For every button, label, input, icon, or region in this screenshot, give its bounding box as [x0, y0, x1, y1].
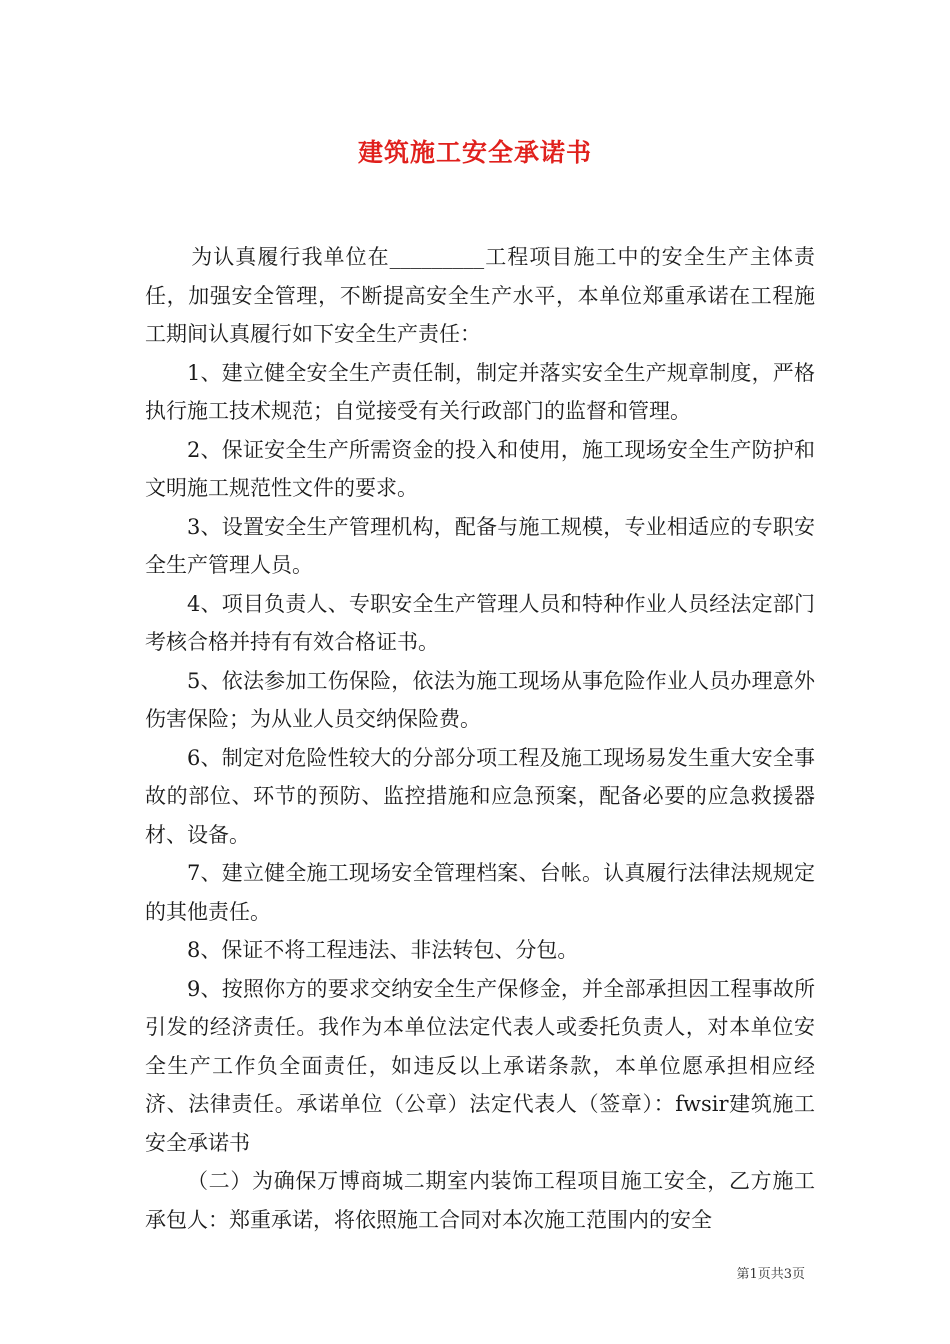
document-body — [145, 238, 815, 1239]
paragraph-item-4: 4、项目负责人、专职安全生产管理人员和特种作业人员经法定部门考核合格并持有有效合格证书。 — [145, 591, 815, 654]
paragraph-section-2: （二）为确保万博商城二期室内装饰工程项目施工安全，乙方施工承包人：郑重承诺，将依照施工合同对本次施工范围内的安全 — [145, 1169, 815, 1232]
paragraph-item-9: 9、按照你方的要求交纳安全生产保修金，并全部承担因工程事故所引发的经济责任。我作为本单位法定代表人或委托负责人，对本单位安全生产工作负全面责任，如违反以上承诺条款，本单位愿承担相应经济、法律责任。承诺单位（公章）法定代表人（签章）：fwsir建筑施工安全承诺书 — [145, 976, 815, 1155]
document-title: 建筑施工安全承诺书 — [357, 138, 592, 167]
page-number: 第1页共3页 — [736, 1267, 805, 1282]
paragraph-item-5: 5、依法参加工伤保险，依法为施工现场从事危险作业人员办理意外伤害保险；为从业人员交纳保险费。 — [145, 668, 815, 731]
paragraph-item-7: 7、建立健全施工现场安全管理档案、台帐。认真履行法律法规规定的其他责任。 — [145, 861, 815, 924]
paragraph-item-6: 6、制定对危险性较大的分部分项工程及施工现场易发生重大安全事故的部位、环节的预防、监控措施和应急预案，配备必要的应急救援器材、设备。 — [145, 745, 815, 847]
paragraph-item-2: 2、保证安全生产所需资金的投入和使用，施工现场安全生产防护和文明施工规范性文件的要求。 — [145, 437, 815, 500]
paragraph-item-3: 3、设置安全生产管理机构，配备与施工规模，专业相适应的专职安全生产管理人员。 — [145, 514, 815, 577]
paragraph-item-8: 8、保证不将工程违法、非法转包、分包。 — [187, 938, 579, 962]
paragraph-intro: 为认真履行我单位在_________工程项目施工中的安全生产主体责任，加强安全管理，不断提高安全生产水平，本单位郑重承诺在工程施工期间认真履行如下安全生产责任： — [145, 245, 815, 346]
paragraph-item-1: 1、建立健全安全生产责任制，制定并落实安全生产规章制度，严格执行施工技术规范；自觉接受有关行政部门的监督和管理。 — [145, 360, 815, 423]
